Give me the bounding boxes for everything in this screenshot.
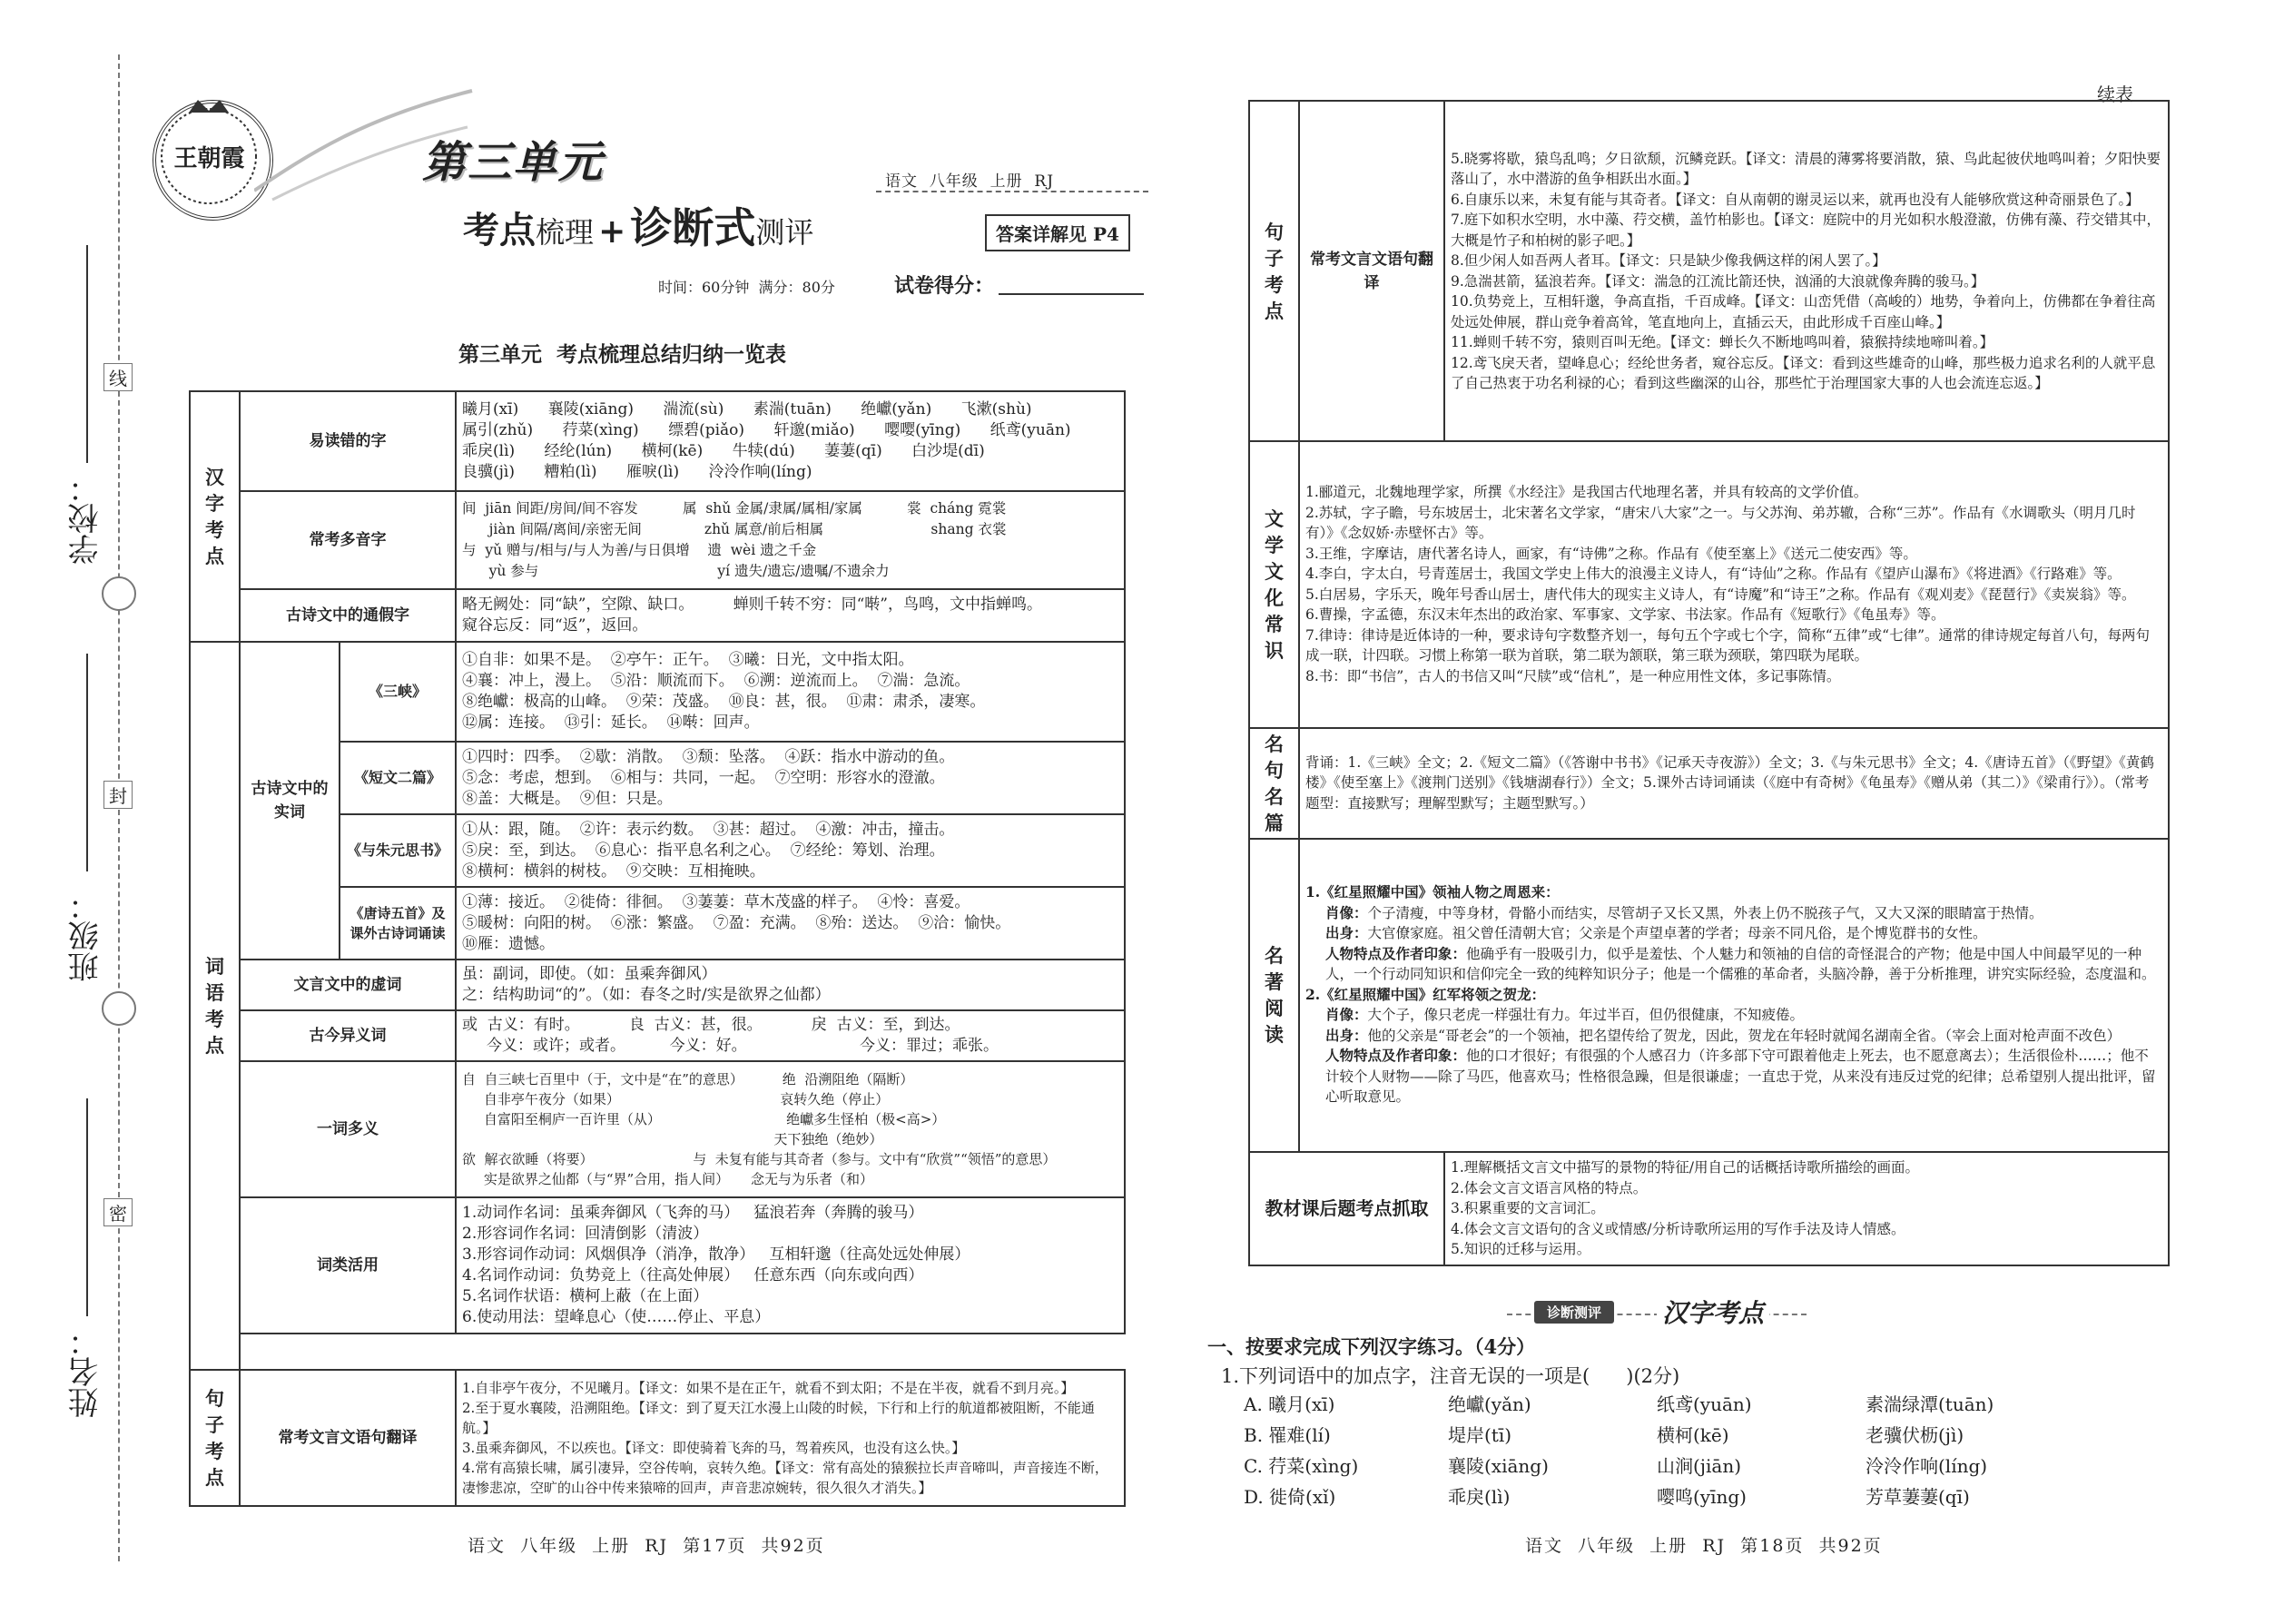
mingzhu-val: 大官僚家庭。祖父曾任清朝大官；父亲是个声望卓著的学者；母亲不同凡俗，是个博览群书的女性。 (1367, 925, 1987, 942)
answer-ref: 答案详解见 P4 (985, 214, 1130, 251)
subtitle-plus: + (598, 212, 626, 251)
mingzhu-val: 他的父亲是“哥老会”的一个领袖，把名望传给了贺龙，因此，贺龙在年轻时就闻名湖南全省。（宰会上面对枪声面不改色） (1367, 1027, 2122, 1044)
row-content: 或 古义：有时。 良 古义：甚，很。 戾 古义：至，到达。 今义：或许；或者。 今义：好。 今义：罪过；乖张。 (456, 1010, 1125, 1061)
row-label: 易读错的字 (240, 391, 456, 491)
row-label: 一词多义 (240, 1061, 456, 1197)
text-title: 《三峡》 (340, 642, 456, 742)
row-content: 1.理解概括文言文中描写的景物的特征/用自己的话概括诗歌所描绘的画面。 2.体会文言文语言风格的特点。 3.积累重要的文言词汇。 4.体会文言文语句的含义或情感/分析诗歌所运用的写作手法及诗人情感。 5.知识的迁移与运用。 (1444, 1152, 2169, 1265)
cat-mingju: 名句名篇 (1249, 728, 1299, 839)
row-label: 教材课后题考点抓取 (1249, 1152, 1444, 1265)
text-title: 《与朱元思书》 (340, 814, 456, 887)
subtitle-d: 测评 (755, 215, 814, 250)
row-content: ①自非：如果不是。 ②亭午：正午。 ③曦：日光，文中指太阳。 ④襄：冲上，漫上。 ⑤沿：顺流而下。 ⑥溯：逆流而上。 ⑦湍：急流。 ⑧绝巘：极高的山峰。 ⑨荣：茂盛。 ⑩良：甚，很。 ⑪肃：肃杀，凄寒。 ⑫属：连接。 ⑬引：延长。 ⑭啭：回声。 (456, 642, 1125, 742)
cut-mark: 线 (103, 363, 133, 391)
section-title: 汉字考点 (1657, 1294, 1769, 1330)
mingzhu-key: 人物特点及作者印象： (1325, 1047, 1467, 1065)
row-label: 古诗文中的通假字 (240, 589, 456, 642)
row-label: 古诗文中的实词 (240, 642, 340, 960)
binding-hole (102, 991, 136, 1026)
row-content: 曦月(xī) 襄陵(xiāng) 湍流(sù) 素湍(tuān) 绝巘(yǎn) 飞漱(shù) 属引(zhǔ) 荇菜(xìng) 缥碧(piǎo) 轩邈(miǎo) 嘤嘤(yīng) 纸鸢(yuān) 乖戾(lì) 经纶(lún) 横柯(kē) 牛犊(dú) 萋萋(qī) 白沙堤(dī) 良骥(jì) 糟粕(lì) 雁唳(lì) 泠泠作响(líng) (456, 391, 1125, 491)
option-row[interactable]: A. 曦月(xī) 绝巘(yǎn) 纸鸢(yuān) 素湍绿潭(tuān) (1244, 1393, 1994, 1415)
row-label: 常考多音字 (240, 491, 456, 589)
row-content: 略无阙处：同“缺”，空隙、缺口。 蝉则千转不穷：同“啭”，鸟鸣，文中指蝉鸣。 窥谷忘反：同“返”，返回。 (456, 589, 1125, 642)
score-label: 试卷得分： (894, 274, 995, 298)
text-title: 《唐诗五首》及课外古诗词诵读 (340, 887, 456, 960)
row-content (1299, 839, 2169, 1152)
summary-title: 第三单元 考点梳理总结归纳一览表 (458, 342, 787, 367)
row-content: 间 jiān 间距/房间/间不容发 属 shǔ 金属/隶属/属相/家属 裳 cháng 霓裳 jiàn 间隔/离间/亲密无间 zhǔ 属意/前后相属 shang 衣裳 与 yǔ 赠与/相与/与人为善/与日俱增 遗 wèi 遗之千金 yù 参与 yí 遗失/遗忘/遗嘱/不遗余力 (456, 491, 1125, 589)
option-row[interactable]: B. 罹难(lí) 堤岸(tī) 横柯(kē) 老骥伏枥(jì) (1244, 1424, 1964, 1446)
mingzhu-key: 出身： (1325, 1026, 1368, 1044)
dash-rule (876, 191, 1148, 192)
mingzhu-heading: 1.《红星照耀中国》领袖人物之周恩来： (1305, 883, 1560, 901)
text-title: 《短文二篇》 (340, 742, 456, 814)
row-label: 词类活用 (240, 1197, 456, 1334)
mingzhu-val: 他确乎有一股吸引力，似乎是羞怯、个人魅力和领袖的自信的奇怪混合的产物；他是中国人中间最罕见的一种人，一个行动同知识和信仰完全一致的纯粹知识分子；他是一个儒雅的革命者，头脑冷静，善于分析推理，讲究实际经验，态度温和。 (1325, 945, 2156, 983)
name-underline (86, 1098, 88, 1316)
unit-title: 第三单元 (422, 137, 605, 188)
cat-juzi: 句子考点 (190, 1370, 240, 1506)
row-content: 1.郦道元，北魏地理学家，所撰《水经注》是我国古代地理名著，并具有较高的文学价值。 2.苏轼，字子瞻，号东坡居士，北宋著名文学家，“唐宋八大家”之一。与父苏洵、弟苏辙，合称“三苏”。作品有《水调歌头（明月几时有）》《念奴娇·赤壁怀古》等。 3.王维，字摩诘，唐代著名诗人，画家，有“诗佛”之称。作品有《使至塞上》《送元二使安西》等。 4.李白，字太白，号青莲居士，我国文学史上伟大的浪漫主义诗人，有“诗仙”之称。作品有《望庐山瀑布》《将进酒》《行路难》等。 5.白居易，字乐天，晚年号香山居士，唐代伟大的现实主义诗人，有“诗魔”和“诗王”之称。作品有《观刈麦》《琵琶行》《卖炭翁》等。 6.曹操，字孟德，东汉末年杰出的政治家、军事家、文学家、书法家。作品有《短歌行》《龟虽寿》等。 7.律诗：律诗是近体诗的一种，要求诗句字数整齐划一，每句五个字或七个字，简称“五律”或“七律”。通常的律诗规定每首八句，每两句成一联，计四联。习惯上称第一联为首联，第二联为颔联，第三联为颈联，第四联为尾联。 8.书：即“书信”，古人的书信又叫“尺牍”或“信札”，是一种应用性文体，多记事陈情。 (1299, 441, 2169, 727)
subtitle-c: 诊断式 (630, 203, 756, 252)
cut-mark: 密 (103, 1198, 133, 1226)
row-content: 背诵：1.《三峡》全文；2.《短文二篇》（《答谢中书书》《记承天寺夜游》）全文；3.《与朱元思书》全文；4.《唐诗五首》（《野望》《黄鹤楼》《使至塞上》《渡荆门送别》《钱塘湖春行》）全文；5.课外古诗词诵读（《庭中有奇树》《龟虽寿》《赠从弟（其二）》《梁甫行》）。（常考题型：直接默写；理解型默写；主题型默写。） (1299, 728, 2169, 839)
binding-margin (0, 0, 136, 1624)
binding-hole (102, 576, 136, 611)
row-content: ①从：跟，随。 ②许：表示约数。 ③甚：超过。 ④激：冲击，撞击。 ⑤戾：至，到达。 ⑥息心：指平息名利之心。 ⑦经纶：筹划、治理。 ⑧横柯：横斜的树枝。 ⑨交映：互相掩映。 (456, 814, 1125, 887)
mingzhu-key: 人物特点及作者印象： (1325, 944, 1467, 962)
subtitle-b: 梳理 (536, 215, 595, 250)
question-1: 1.下列词语中的加点字，注音无误的一项是( )(2分) (1221, 1365, 1680, 1387)
row-content: ①四时：四季。 ②歇：消散。 ③颓：坠落。 ④跃：指水中游动的鱼。 ⑤念：考虑，想到。 ⑥相与：共同，一起。 ⑦空明：形容水的澄澈。 ⑧盖：大概是。 ⑨但：只是。 (456, 742, 1125, 814)
mingzhu-key: 出身： (1325, 924, 1368, 942)
continued-label: 续表 (2097, 84, 2133, 105)
cat-mingzhu: 名著阅读 (1249, 839, 1299, 1152)
row-label: 文言文中的虚词 (240, 960, 456, 1010)
summary-table-continued (1248, 100, 2170, 1266)
mingzhu-key: 肖像： (1325, 903, 1368, 921)
school-label: 学校： (68, 472, 104, 565)
cut-mark: 封 (103, 781, 133, 809)
summary-table (189, 390, 1126, 1507)
row-label: 常考文言文语句翻译 (240, 1370, 456, 1506)
score-blank[interactable] (999, 293, 1144, 295)
option-row[interactable]: D. 徙倚(xǐ) 乖戾(lì) 嘤鸣(yīng) 芳草萋萋(qī) (1244, 1486, 1970, 1508)
row-content: ①薄：接近。 ②徙倚：徘徊。 ③萋萋：草木茂盛的样子。 ④怜：喜爱。 ⑤暖树：向阳的树。 ⑥涨：繁盛。 ⑦盈：充满。 ⑧殆：送达。 ⑨洽：愉快。 ⑩雁：遗憾。 (456, 887, 1125, 960)
cat-hanzi: 汉字考点 (190, 391, 240, 642)
name-label: 姓名： (68, 1325, 104, 1418)
grade-tag: 语文 八年级 上册 RJ (885, 172, 1055, 191)
page-footer-left: 语文 八年级 上册 RJ 第17页 共92页 (468, 1536, 825, 1556)
option-row[interactable]: C. 荇菜(xìng) 襄陵(xiāng) 山涧(jiān) 泠泠作响(líng) (1244, 1455, 1988, 1477)
row-content: 自 自三峡七百里中（于，文中是“在”的意思） 绝 沿溯阻绝（隔断） 自非亭午夜分（如果） 哀转久绝（停止） 自富阳至桐庐一百许里（从） 绝巘多生怪柏（极<高>） 天下独绝（绝妙） 欲 解衣欲睡（将要） 与 未复有能与其奇者（参与。文中有“欣赏”“领悟”的意思） 实是欲界之仙都（与“界”合用，指人间） 念无与为乐者（和） (456, 1061, 1125, 1197)
subtitle (463, 195, 813, 255)
logo-text: 王朝霞 (173, 145, 245, 172)
subtitle-a: 考点 (463, 209, 536, 251)
row-content: 1.自非亭午夜分，不见曦月。【译文：如果不是在正午，就看不到太阳；不是在半夜，就看不到月亮。】 2.至于夏水襄陵，沿溯阻绝。【译文：到了夏天江水漫上山陵的时候，下行和上行的航道都被阻断，不能通航。】 3.虽乘奔御风，不以疾也。【译文：即使骑着飞奔的马，驾着疾风，也没有这么快。】 4.常有高猿长啸，属引凄异，空谷传响，哀转久绝。【译文：常有高处的猿猴拉长声音啼叫，声音接连不断，凄惨悲凉，空旷的山谷中传来猿啼的回声，声音悲凉婉转，很久很久才消失。】 (456, 1370, 1125, 1506)
section-banner (1507, 1294, 1807, 1328)
school-underline (86, 245, 88, 463)
cat-wenxue: 文学文化常识 (1249, 441, 1299, 727)
class-underline (86, 654, 88, 871)
row-label: 古今异义词 (240, 1010, 456, 1061)
row-content: 虽：副词，即使。（如：虽乘奔御风） 之：结构助词“的”。（如：春冬之时/实是欲界之仙都） (456, 960, 1125, 1010)
cat-ciyu: 词语考点 (190, 642, 240, 1370)
row-content: 5.晓雾将歇，猿鸟乱鸣；夕日欲颓，沉鳞竞跃。【译文：清晨的薄雾将要消散，猿、鸟此起彼伏地鸣叫着；夕阳快要落山了，水中潜游的鱼争相跃出水面。】 6.自康乐以来，未复有能与其奇者。【译文：自从南朝的谢灵运以来，就再也没有人能够欣赏这种奇丽景色了。】 7.庭下如积水空明，水中藻、荇交横，盖竹柏影也。【译文：庭院中的月光如积水般澄澈，仿佛有藻、荇交错其中，大概是竹子和柏树的影子吧。】 8.但少闲人如吾两人者耳。【译文：只是缺少像我俩这样的闲人罢了。】 9.急湍甚箭，猛浪若奔。【译文：湍急的江流比箭还快，汹涌的大浪就像奔腾的骏马。】 10.负势竞上，互相轩邈，争高直指，千百成峰。【译文：山峦凭借（高峻的）地势，争着向上，仿佛都在争着往高处远处伸展，群山竞争着高耸，笔直地向上，直插云天，由此形成千百座山峰。】 11.蝉则千转不穷，猿则百叫无绝。【译文：蝉长久不断地鸣叫着，猿猴持续地啼叫着。】 12.鸢飞戾天者，望峰息心；经纶世务者，窥谷忘反。【译文：看到这些雄奇的山峰，那些极力追求名利的人就平息了自己热衷于功名利禄的心；看到这些幽深的山谷，那些忙于治理国家大事的人也会流连忘返。】 (1444, 101, 2169, 441)
options (1244, 1389, 2151, 1512)
badge: 诊断测评 (1534, 1301, 1614, 1324)
page-footer-right: 语文 八年级 上册 RJ 第18页 共92页 (1525, 1536, 1883, 1556)
mingzhu-val: 大个子，像只老虎一样强壮有力。年过半百，但仍很健康，不知疲倦。 (1367, 1007, 1805, 1024)
question-heading: 一、按要求完成下列汉字练习。（4分） (1207, 1335, 1536, 1358)
row-label: 常考文言文语句翻译 (1299, 101, 1444, 441)
cat-juzi: 句子考点 (1249, 101, 1299, 441)
mingzhu-heading: 2.《红星照耀中国》红军将领之贺龙： (1305, 985, 1546, 1003)
mingzhu-key: 肖像： (1325, 1006, 1368, 1024)
time-score: 时间：60分钟 满分：80分 (658, 279, 835, 296)
class-label: 班级： (68, 890, 104, 982)
mingzhu-val: 他的口才很好；有很强的个人感召力（许多部下守可跟着他走上死去，也不愿意离去）；生活很俭朴……；他不计较个人财物——除了马匹，他喜欢马；性格很急躁，但是很谦虚；一直忠于党，从来没有违反过党的纪律；总希望别人提出批评，留心听取意见。 (1325, 1048, 2156, 1106)
row-content: 1.动词作名词：虽乘奔御风（飞奔的马） 猛浪若奔（奔腾的骏马） 2.形容词作名词：回清倒影（清波） 3.形容词作动词：风烟俱净（消净，散净） 互相轩邈（往高处远处伸展） 4.名词作动词：负势竞上（往高处伸展） 任意东西（向东或向西） 5.名词作状语：横柯上蔽（在上面） 6.使动用法：望峰息心（使……停止、平息） (456, 1197, 1125, 1334)
mingzhu-val: 个子清瘦，中等身材，骨骼小而结实，尽管胡子又长又黑，外表上仍不脱孩子气，又大又深的眼睛富于热情。 (1367, 904, 2043, 921)
